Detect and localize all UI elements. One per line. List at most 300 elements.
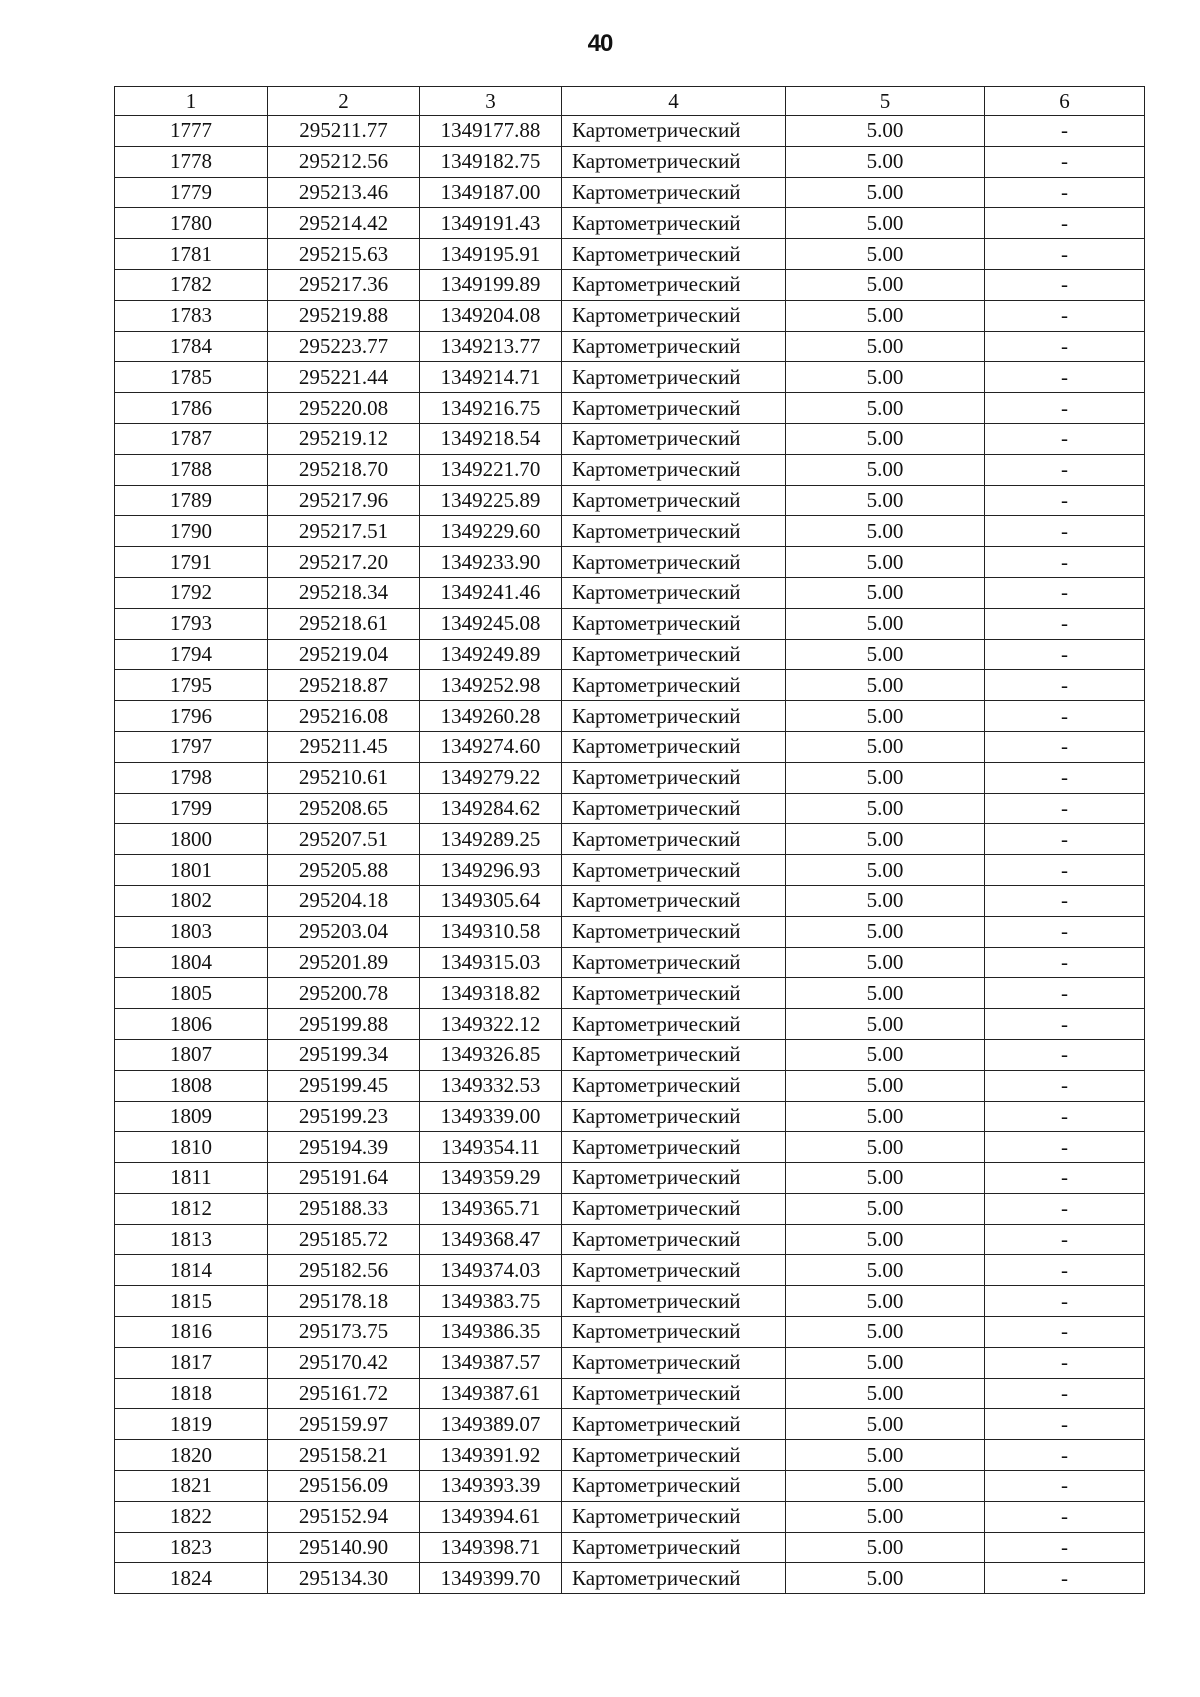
table-row (115, 1317, 1145, 1348)
point-number-cell: 1814 (115, 1255, 268, 1286)
point-number-cell: 1794 (115, 639, 268, 670)
note-cell: - (985, 1501, 1145, 1532)
table-row (115, 1224, 1145, 1255)
y-coordinate-cell: 1349387.61 (420, 1378, 562, 1409)
method-cell: Картометрический (562, 1255, 786, 1286)
note-cell: - (985, 1440, 1145, 1471)
note-cell: - (985, 1409, 1145, 1440)
accuracy-cell: 5.00 (786, 1286, 985, 1317)
x-coordinate-cell: 295140.90 (268, 1532, 420, 1563)
x-coordinate-cell: 295218.34 (268, 577, 420, 608)
note-cell: - (985, 1317, 1145, 1348)
method-cell: Картометрический (562, 1440, 786, 1471)
x-coordinate-cell: 295223.77 (268, 331, 420, 362)
accuracy-cell: 5.00 (786, 577, 985, 608)
table-row (115, 547, 1145, 578)
method-cell: Картометрический (562, 978, 786, 1009)
point-number-cell: 1820 (115, 1440, 268, 1471)
note-cell: - (985, 577, 1145, 608)
y-coordinate-cell: 1349214.71 (420, 362, 562, 393)
table-row (115, 885, 1145, 916)
table-row (115, 670, 1145, 701)
y-coordinate-cell: 1349386.35 (420, 1317, 562, 1348)
accuracy-cell: 5.00 (786, 1132, 985, 1163)
accuracy-cell: 5.00 (786, 1501, 985, 1532)
note-cell: - (985, 454, 1145, 485)
table-row (115, 208, 1145, 239)
y-coordinate-cell: 1349305.64 (420, 885, 562, 916)
method-cell: Картометрический (562, 639, 786, 670)
point-number-cell: 1816 (115, 1317, 268, 1348)
table-row (115, 916, 1145, 947)
column-header: 5 (786, 87, 985, 116)
x-coordinate-cell: 295218.87 (268, 670, 420, 701)
table-row (115, 762, 1145, 793)
point-number-cell: 1821 (115, 1471, 268, 1502)
column-header: 2 (268, 87, 420, 116)
y-coordinate-cell: 1349279.22 (420, 762, 562, 793)
note-cell: - (985, 947, 1145, 978)
method-cell: Картометрический (562, 947, 786, 978)
y-coordinate-cell: 1349191.43 (420, 208, 562, 239)
x-coordinate-cell: 295221.44 (268, 362, 420, 393)
y-coordinate-cell: 1349398.71 (420, 1532, 562, 1563)
note-cell: - (985, 670, 1145, 701)
accuracy-cell: 5.00 (786, 639, 985, 670)
method-cell: Картометрический (562, 547, 786, 578)
table-header-row (115, 87, 1145, 116)
note-cell: - (985, 1132, 1145, 1163)
note-cell: - (985, 269, 1145, 300)
note-cell: - (985, 701, 1145, 732)
note-cell: - (985, 516, 1145, 547)
point-number-cell: 1792 (115, 577, 268, 608)
y-coordinate-cell: 1349326.85 (420, 1039, 562, 1070)
y-coordinate-cell: 1349229.60 (420, 516, 562, 547)
y-coordinate-cell: 1349182.75 (420, 146, 562, 177)
x-coordinate-cell: 295214.42 (268, 208, 420, 239)
y-coordinate-cell: 1349368.47 (420, 1224, 562, 1255)
point-number-cell: 1815 (115, 1286, 268, 1317)
y-coordinate-cell: 1349391.92 (420, 1440, 562, 1471)
accuracy-cell: 5.00 (786, 916, 985, 947)
note-cell: - (985, 1255, 1145, 1286)
point-number-cell: 1819 (115, 1409, 268, 1440)
note-cell: - (985, 1224, 1145, 1255)
x-coordinate-cell: 295210.61 (268, 762, 420, 793)
accuracy-cell: 5.00 (786, 1255, 985, 1286)
page-number: 40 (587, 30, 613, 57)
note-cell: - (985, 855, 1145, 886)
method-cell: Картометрический (562, 1409, 786, 1440)
y-coordinate-cell: 1349274.60 (420, 731, 562, 762)
accuracy-cell: 5.00 (786, 1378, 985, 1409)
note-cell: - (985, 1563, 1145, 1594)
x-coordinate-cell: 295199.34 (268, 1039, 420, 1070)
method-cell: Картометрический (562, 1039, 786, 1070)
method-cell: Картометрический (562, 1070, 786, 1101)
method-cell: Картометрический (562, 1317, 786, 1348)
table-row (115, 639, 1145, 670)
x-coordinate-cell: 295203.04 (268, 916, 420, 947)
y-coordinate-cell: 1349241.46 (420, 577, 562, 608)
point-number-cell: 1801 (115, 855, 268, 886)
method-cell: Картометрический (562, 454, 786, 485)
table-row (115, 1563, 1145, 1594)
x-coordinate-cell: 295205.88 (268, 855, 420, 886)
accuracy-cell: 5.00 (786, 1224, 985, 1255)
table-row (115, 1101, 1145, 1132)
accuracy-cell: 5.00 (786, 1563, 985, 1594)
accuracy-cell: 5.00 (786, 1039, 985, 1070)
method-cell: Картометрический (562, 670, 786, 701)
x-coordinate-cell: 295152.94 (268, 1501, 420, 1532)
accuracy-cell: 5.00 (786, 885, 985, 916)
accuracy-cell: 5.00 (786, 362, 985, 393)
table-row (115, 146, 1145, 177)
accuracy-cell: 5.00 (786, 269, 985, 300)
method-cell: Картометрический (562, 516, 786, 547)
y-coordinate-cell: 1349233.90 (420, 547, 562, 578)
table-row (115, 423, 1145, 454)
point-number-cell: 1790 (115, 516, 268, 547)
accuracy-cell: 5.00 (786, 1101, 985, 1132)
method-cell: Картометрический (562, 1163, 786, 1194)
method-cell: Картометрический (562, 1563, 786, 1594)
accuracy-cell: 5.00 (786, 762, 985, 793)
y-coordinate-cell: 1349318.82 (420, 978, 562, 1009)
accuracy-cell: 5.00 (786, 177, 985, 208)
x-coordinate-cell: 295219.04 (268, 639, 420, 670)
point-number-cell: 1798 (115, 762, 268, 793)
y-coordinate-cell: 1349245.08 (420, 608, 562, 639)
accuracy-cell: 5.00 (786, 1193, 985, 1224)
y-coordinate-cell: 1349374.03 (420, 1255, 562, 1286)
accuracy-cell: 5.00 (786, 608, 985, 639)
table-row (115, 1070, 1145, 1101)
x-coordinate-cell: 295218.61 (268, 608, 420, 639)
point-number-cell: 1795 (115, 670, 268, 701)
y-coordinate-cell: 1349213.77 (420, 331, 562, 362)
note-cell: - (985, 177, 1145, 208)
accuracy-cell: 5.00 (786, 547, 985, 578)
table-row (115, 577, 1145, 608)
y-coordinate-cell: 1349387.57 (420, 1347, 562, 1378)
accuracy-cell: 5.00 (786, 1440, 985, 1471)
point-number-cell: 1799 (115, 793, 268, 824)
method-cell: Картометрический (562, 1501, 786, 1532)
point-number-cell: 1809 (115, 1101, 268, 1132)
note-cell: - (985, 423, 1145, 454)
x-coordinate-cell: 295185.72 (268, 1224, 420, 1255)
note-cell: - (985, 208, 1145, 239)
point-number-cell: 1785 (115, 362, 268, 393)
y-coordinate-cell: 1349322.12 (420, 1009, 562, 1040)
table-row (115, 116, 1145, 147)
x-coordinate-cell: 295213.46 (268, 177, 420, 208)
x-coordinate-cell: 295207.51 (268, 824, 420, 855)
method-cell: Картометрический (562, 577, 786, 608)
note-cell: - (985, 300, 1145, 331)
point-number-cell: 1778 (115, 146, 268, 177)
table-row (115, 793, 1145, 824)
x-coordinate-cell: 295156.09 (268, 1471, 420, 1502)
accuracy-cell: 5.00 (786, 1471, 985, 1502)
point-number-cell: 1808 (115, 1070, 268, 1101)
table-row (115, 1286, 1145, 1317)
table-row (115, 1347, 1145, 1378)
table-row (115, 485, 1145, 516)
method-cell: Картометрический (562, 824, 786, 855)
y-coordinate-cell: 1349399.70 (420, 1563, 562, 1594)
note-cell: - (985, 1471, 1145, 1502)
table-row (115, 1532, 1145, 1563)
y-coordinate-cell: 1349218.54 (420, 423, 562, 454)
y-coordinate-cell: 1349296.93 (420, 855, 562, 886)
table-row (115, 1255, 1145, 1286)
x-coordinate-cell: 295191.64 (268, 1163, 420, 1194)
method-cell: Картометрический (562, 239, 786, 270)
y-coordinate-cell: 1349394.61 (420, 1501, 562, 1532)
point-number-cell: 1783 (115, 300, 268, 331)
method-cell: Картометрический (562, 793, 786, 824)
point-number-cell: 1786 (115, 393, 268, 424)
y-coordinate-cell: 1349315.03 (420, 947, 562, 978)
x-coordinate-cell: 295134.30 (268, 1563, 420, 1594)
accuracy-cell: 5.00 (786, 300, 985, 331)
x-coordinate-cell: 295218.70 (268, 454, 420, 485)
x-coordinate-cell: 295194.39 (268, 1132, 420, 1163)
note-cell: - (985, 1347, 1145, 1378)
method-cell: Картометрический (562, 331, 786, 362)
point-number-cell: 1780 (115, 208, 268, 239)
method-cell: Картометрический (562, 1132, 786, 1163)
note-cell: - (985, 1039, 1145, 1070)
column-header: 6 (985, 87, 1145, 116)
table-row (115, 608, 1145, 639)
table-row (115, 1471, 1145, 1502)
point-number-cell: 1787 (115, 423, 268, 454)
method-cell: Картометрический (562, 1224, 786, 1255)
y-coordinate-cell: 1349216.75 (420, 393, 562, 424)
method-cell: Картометрический (562, 731, 786, 762)
note-cell: - (985, 146, 1145, 177)
note-cell: - (985, 793, 1145, 824)
y-coordinate-cell: 1349365.71 (420, 1193, 562, 1224)
point-number-cell: 1777 (115, 116, 268, 147)
table-body (115, 116, 1145, 1594)
note-cell: - (985, 916, 1145, 947)
table-row (115, 454, 1145, 485)
y-coordinate-cell: 1349389.07 (420, 1409, 562, 1440)
table-row (115, 362, 1145, 393)
point-number-cell: 1793 (115, 608, 268, 639)
accuracy-cell: 5.00 (786, 670, 985, 701)
y-coordinate-cell: 1349354.11 (420, 1132, 562, 1163)
y-coordinate-cell: 1349260.28 (420, 701, 562, 732)
table-row (115, 1009, 1145, 1040)
table-row (115, 824, 1145, 855)
method-cell: Картометрический (562, 300, 786, 331)
table-row (115, 978, 1145, 1009)
method-cell: Картометрический (562, 208, 786, 239)
method-cell: Картометрический (562, 1286, 786, 1317)
method-cell: Картометрический (562, 423, 786, 454)
x-coordinate-cell: 295201.89 (268, 947, 420, 978)
point-number-cell: 1802 (115, 885, 268, 916)
y-coordinate-cell: 1349310.58 (420, 916, 562, 947)
y-coordinate-cell: 1349289.25 (420, 824, 562, 855)
table-row (115, 239, 1145, 270)
y-coordinate-cell: 1349393.39 (420, 1471, 562, 1502)
x-coordinate-cell: 295199.45 (268, 1070, 420, 1101)
table-row (115, 1193, 1145, 1224)
x-coordinate-cell: 295216.08 (268, 701, 420, 732)
note-cell: - (985, 239, 1145, 270)
x-coordinate-cell: 295208.65 (268, 793, 420, 824)
point-number-cell: 1803 (115, 916, 268, 947)
note-cell: - (985, 393, 1145, 424)
x-coordinate-cell: 295217.51 (268, 516, 420, 547)
table-row (115, 1132, 1145, 1163)
y-coordinate-cell: 1349225.89 (420, 485, 562, 516)
accuracy-cell: 5.00 (786, 516, 985, 547)
accuracy-cell: 5.00 (786, 1070, 985, 1101)
method-cell: Картометрический (562, 485, 786, 516)
accuracy-cell: 5.00 (786, 146, 985, 177)
y-coordinate-cell: 1349187.00 (420, 177, 562, 208)
point-number-cell: 1822 (115, 1501, 268, 1532)
accuracy-cell: 5.00 (786, 485, 985, 516)
y-coordinate-cell: 1349221.70 (420, 454, 562, 485)
table-row (115, 855, 1145, 886)
note-cell: - (985, 1009, 1145, 1040)
table-row (115, 331, 1145, 362)
method-cell: Картометрический (562, 146, 786, 177)
method-cell: Картометрический (562, 1101, 786, 1132)
method-cell: Картометрический (562, 362, 786, 393)
note-cell: - (985, 762, 1145, 793)
accuracy-cell: 5.00 (786, 393, 985, 424)
x-coordinate-cell: 295182.56 (268, 1255, 420, 1286)
point-number-cell: 1805 (115, 978, 268, 1009)
accuracy-cell: 5.00 (786, 1317, 985, 1348)
point-number-cell: 1800 (115, 824, 268, 855)
coordinates-table (114, 86, 1145, 1594)
method-cell: Картометрический (562, 1471, 786, 1502)
table-row (115, 300, 1145, 331)
note-cell: - (985, 978, 1145, 1009)
point-number-cell: 1810 (115, 1132, 268, 1163)
method-cell: Картометрический (562, 1009, 786, 1040)
table-row (115, 269, 1145, 300)
x-coordinate-cell: 295170.42 (268, 1347, 420, 1378)
accuracy-cell: 5.00 (786, 824, 985, 855)
x-coordinate-cell: 295173.75 (268, 1317, 420, 1348)
method-cell: Картометрический (562, 177, 786, 208)
table-row (115, 701, 1145, 732)
point-number-cell: 1807 (115, 1039, 268, 1070)
point-number-cell: 1789 (115, 485, 268, 516)
table-row (115, 177, 1145, 208)
y-coordinate-cell: 1349332.53 (420, 1070, 562, 1101)
point-number-cell: 1818 (115, 1378, 268, 1409)
table-row (115, 1501, 1145, 1532)
accuracy-cell: 5.00 (786, 208, 985, 239)
point-number-cell: 1811 (115, 1163, 268, 1194)
note-cell: - (985, 362, 1145, 393)
x-coordinate-cell: 295159.97 (268, 1409, 420, 1440)
table-row (115, 393, 1145, 424)
x-coordinate-cell: 295158.21 (268, 1440, 420, 1471)
note-cell: - (985, 485, 1145, 516)
note-cell: - (985, 639, 1145, 670)
x-coordinate-cell: 295178.18 (268, 1286, 420, 1317)
point-number-cell: 1823 (115, 1532, 268, 1563)
accuracy-cell: 5.00 (786, 793, 985, 824)
point-number-cell: 1806 (115, 1009, 268, 1040)
point-number-cell: 1781 (115, 239, 268, 270)
x-coordinate-cell: 295220.08 (268, 393, 420, 424)
y-coordinate-cell: 1349284.62 (420, 793, 562, 824)
note-cell: - (985, 1286, 1145, 1317)
y-coordinate-cell: 1349359.29 (420, 1163, 562, 1194)
accuracy-cell: 5.00 (786, 731, 985, 762)
table-row (115, 1440, 1145, 1471)
x-coordinate-cell: 295219.88 (268, 300, 420, 331)
x-coordinate-cell: 295161.72 (268, 1378, 420, 1409)
x-coordinate-cell: 295204.18 (268, 885, 420, 916)
point-number-cell: 1804 (115, 947, 268, 978)
column-header: 4 (562, 87, 786, 116)
accuracy-cell: 5.00 (786, 423, 985, 454)
x-coordinate-cell: 295219.12 (268, 423, 420, 454)
method-cell: Картометрический (562, 762, 786, 793)
table-row (115, 516, 1145, 547)
note-cell: - (985, 1193, 1145, 1224)
note-cell: - (985, 331, 1145, 362)
method-cell: Картометрический (562, 701, 786, 732)
table-row (115, 947, 1145, 978)
note-cell: - (985, 1532, 1145, 1563)
method-cell: Картометрический (562, 1532, 786, 1563)
accuracy-cell: 5.00 (786, 1347, 985, 1378)
y-coordinate-cell: 1349383.75 (420, 1286, 562, 1317)
method-cell: Картометрический (562, 855, 786, 886)
column-header: 3 (420, 87, 562, 116)
point-number-cell: 1813 (115, 1224, 268, 1255)
y-coordinate-cell: 1349252.98 (420, 670, 562, 701)
x-coordinate-cell: 295199.23 (268, 1101, 420, 1132)
point-number-cell: 1791 (115, 547, 268, 578)
y-coordinate-cell: 1349177.88 (420, 116, 562, 147)
note-cell: - (985, 885, 1145, 916)
accuracy-cell: 5.00 (786, 1532, 985, 1563)
note-cell: - (985, 116, 1145, 147)
x-coordinate-cell: 295217.36 (268, 269, 420, 300)
table-row (115, 1409, 1145, 1440)
x-coordinate-cell: 295188.33 (268, 1193, 420, 1224)
note-cell: - (985, 608, 1145, 639)
point-number-cell: 1782 (115, 269, 268, 300)
x-coordinate-cell: 295217.96 (268, 485, 420, 516)
method-cell: Картометрический (562, 1347, 786, 1378)
x-coordinate-cell: 295215.63 (268, 239, 420, 270)
x-coordinate-cell: 295212.56 (268, 146, 420, 177)
point-number-cell: 1796 (115, 701, 268, 732)
table-row (115, 1163, 1145, 1194)
accuracy-cell: 5.00 (786, 239, 985, 270)
